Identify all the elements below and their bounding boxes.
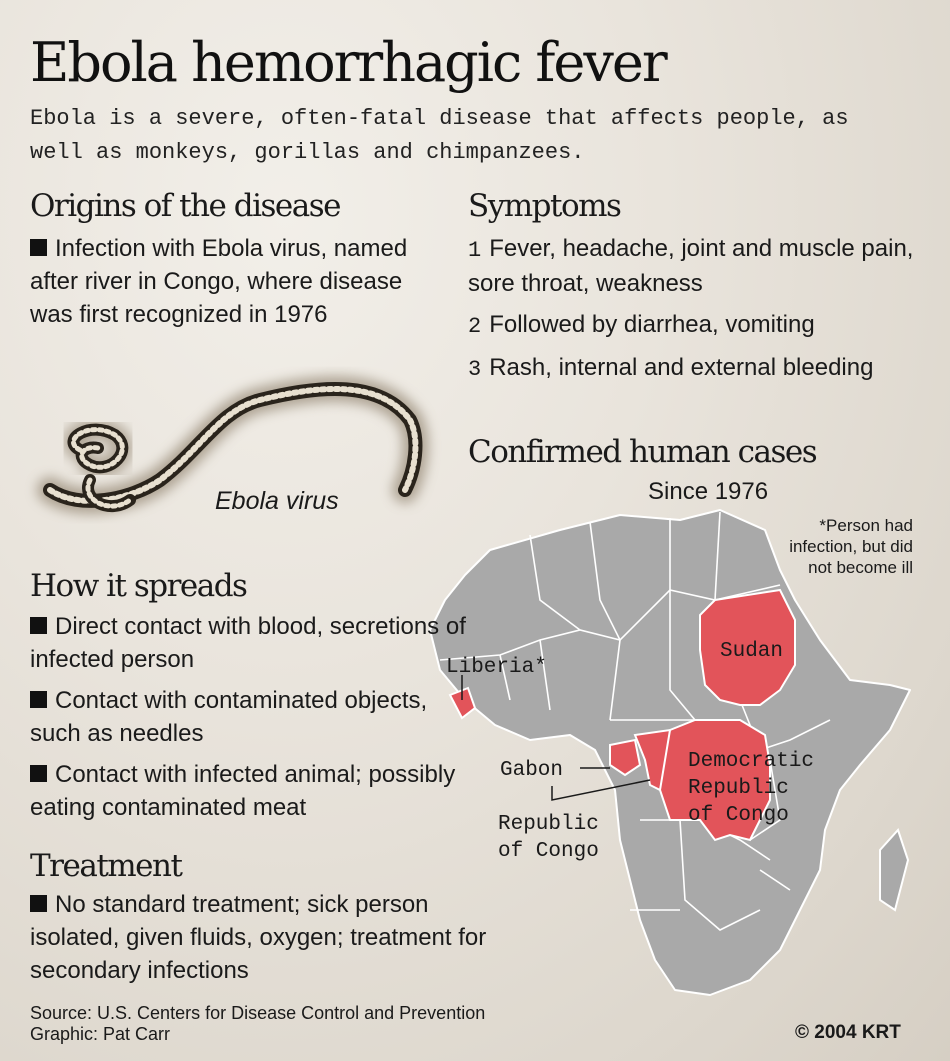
drc-label-line: Democratic (688, 750, 815, 773)
copyright: © 2004 KRT (795, 1022, 901, 1043)
madagascar (880, 830, 908, 910)
symptom-number: 3 (468, 357, 482, 382)
virus-label: Ebola virus (215, 487, 339, 515)
gabon-label: Gabon (500, 759, 564, 782)
intro-text: Ebola is a severe, often-fatal disease that affects people, as well as monkeys, gorillas and chimpanzees. (30, 106, 849, 165)
sudan-label: Sudan (720, 640, 784, 663)
origins-heading: Origins of the disease (30, 188, 340, 224)
symptom-item (468, 351, 928, 386)
spread-text: Contact with infected animal; possibly eating contaminated meat (30, 761, 456, 821)
credit-text: Graphic: Pat Carr (30, 1024, 171, 1044)
symptom-number: 1 (468, 238, 482, 263)
spread-item (30, 610, 470, 676)
map-footnote: *Person had infection, but did not become ill (789, 516, 913, 577)
treatment-body (30, 888, 490, 987)
ebola-virus-illustration (20, 350, 460, 550)
bullet-icon (30, 765, 47, 782)
africa-map (420, 490, 940, 1040)
drc-label-line: of Congo (688, 804, 789, 827)
spreads-heading: How it spreads (30, 568, 247, 604)
symptom-text: Followed by diarrhea, vomiting (489, 311, 815, 338)
bullet-icon (30, 895, 47, 912)
bullet-icon (30, 617, 47, 634)
symptom-text: Rash, internal and external bleeding (489, 354, 874, 381)
spread-item (30, 758, 470, 824)
treatment-text: No standard treatment; sick person isolated, given fluids, oxygen; treatment for secondary infections (30, 891, 487, 984)
roc-label-line: of Congo (498, 840, 599, 863)
origins-section (30, 186, 430, 331)
treatment-heading: Treatment (30, 848, 182, 884)
symptom-number: 2 (468, 314, 482, 339)
symptoms-section (468, 186, 928, 394)
origins-body (30, 232, 430, 331)
republic-of-congo-label (498, 811, 599, 865)
spread-text: Direct contact with blood, secretions of infected person (30, 613, 466, 673)
symptoms-heading: Symptoms (468, 188, 621, 224)
drc-label-line: Republic (688, 777, 789, 800)
symptom-item (468, 308, 928, 343)
liberia-label: Liberia* (446, 656, 547, 679)
map-subheading: Since 1976 (648, 478, 769, 505)
page-title: Ebola hemorrhagic fever (30, 31, 666, 94)
roc-label-line: Republic (498, 813, 599, 836)
spread-item (30, 684, 470, 750)
drc-label (688, 748, 814, 829)
origins-text: Infection with Ebola virus, named after river in Congo, where disease was first recognized in 1976 (30, 235, 408, 328)
source-credit (30, 1003, 485, 1045)
treatment-section (30, 846, 490, 987)
spreads-section (30, 566, 470, 832)
bullet-icon (30, 239, 47, 256)
symptom-text: Fever, headache, joint and muscle pain, sore throat, weakness (468, 235, 914, 297)
source-text: Source: U.S. Centers for Disease Control and Prevention (30, 1003, 486, 1023)
spread-text: Contact with contaminated objects, such as needles (30, 687, 428, 747)
bullet-icon (30, 691, 47, 708)
map-heading: Confirmed human cases (468, 434, 817, 470)
symptom-item (468, 232, 928, 300)
